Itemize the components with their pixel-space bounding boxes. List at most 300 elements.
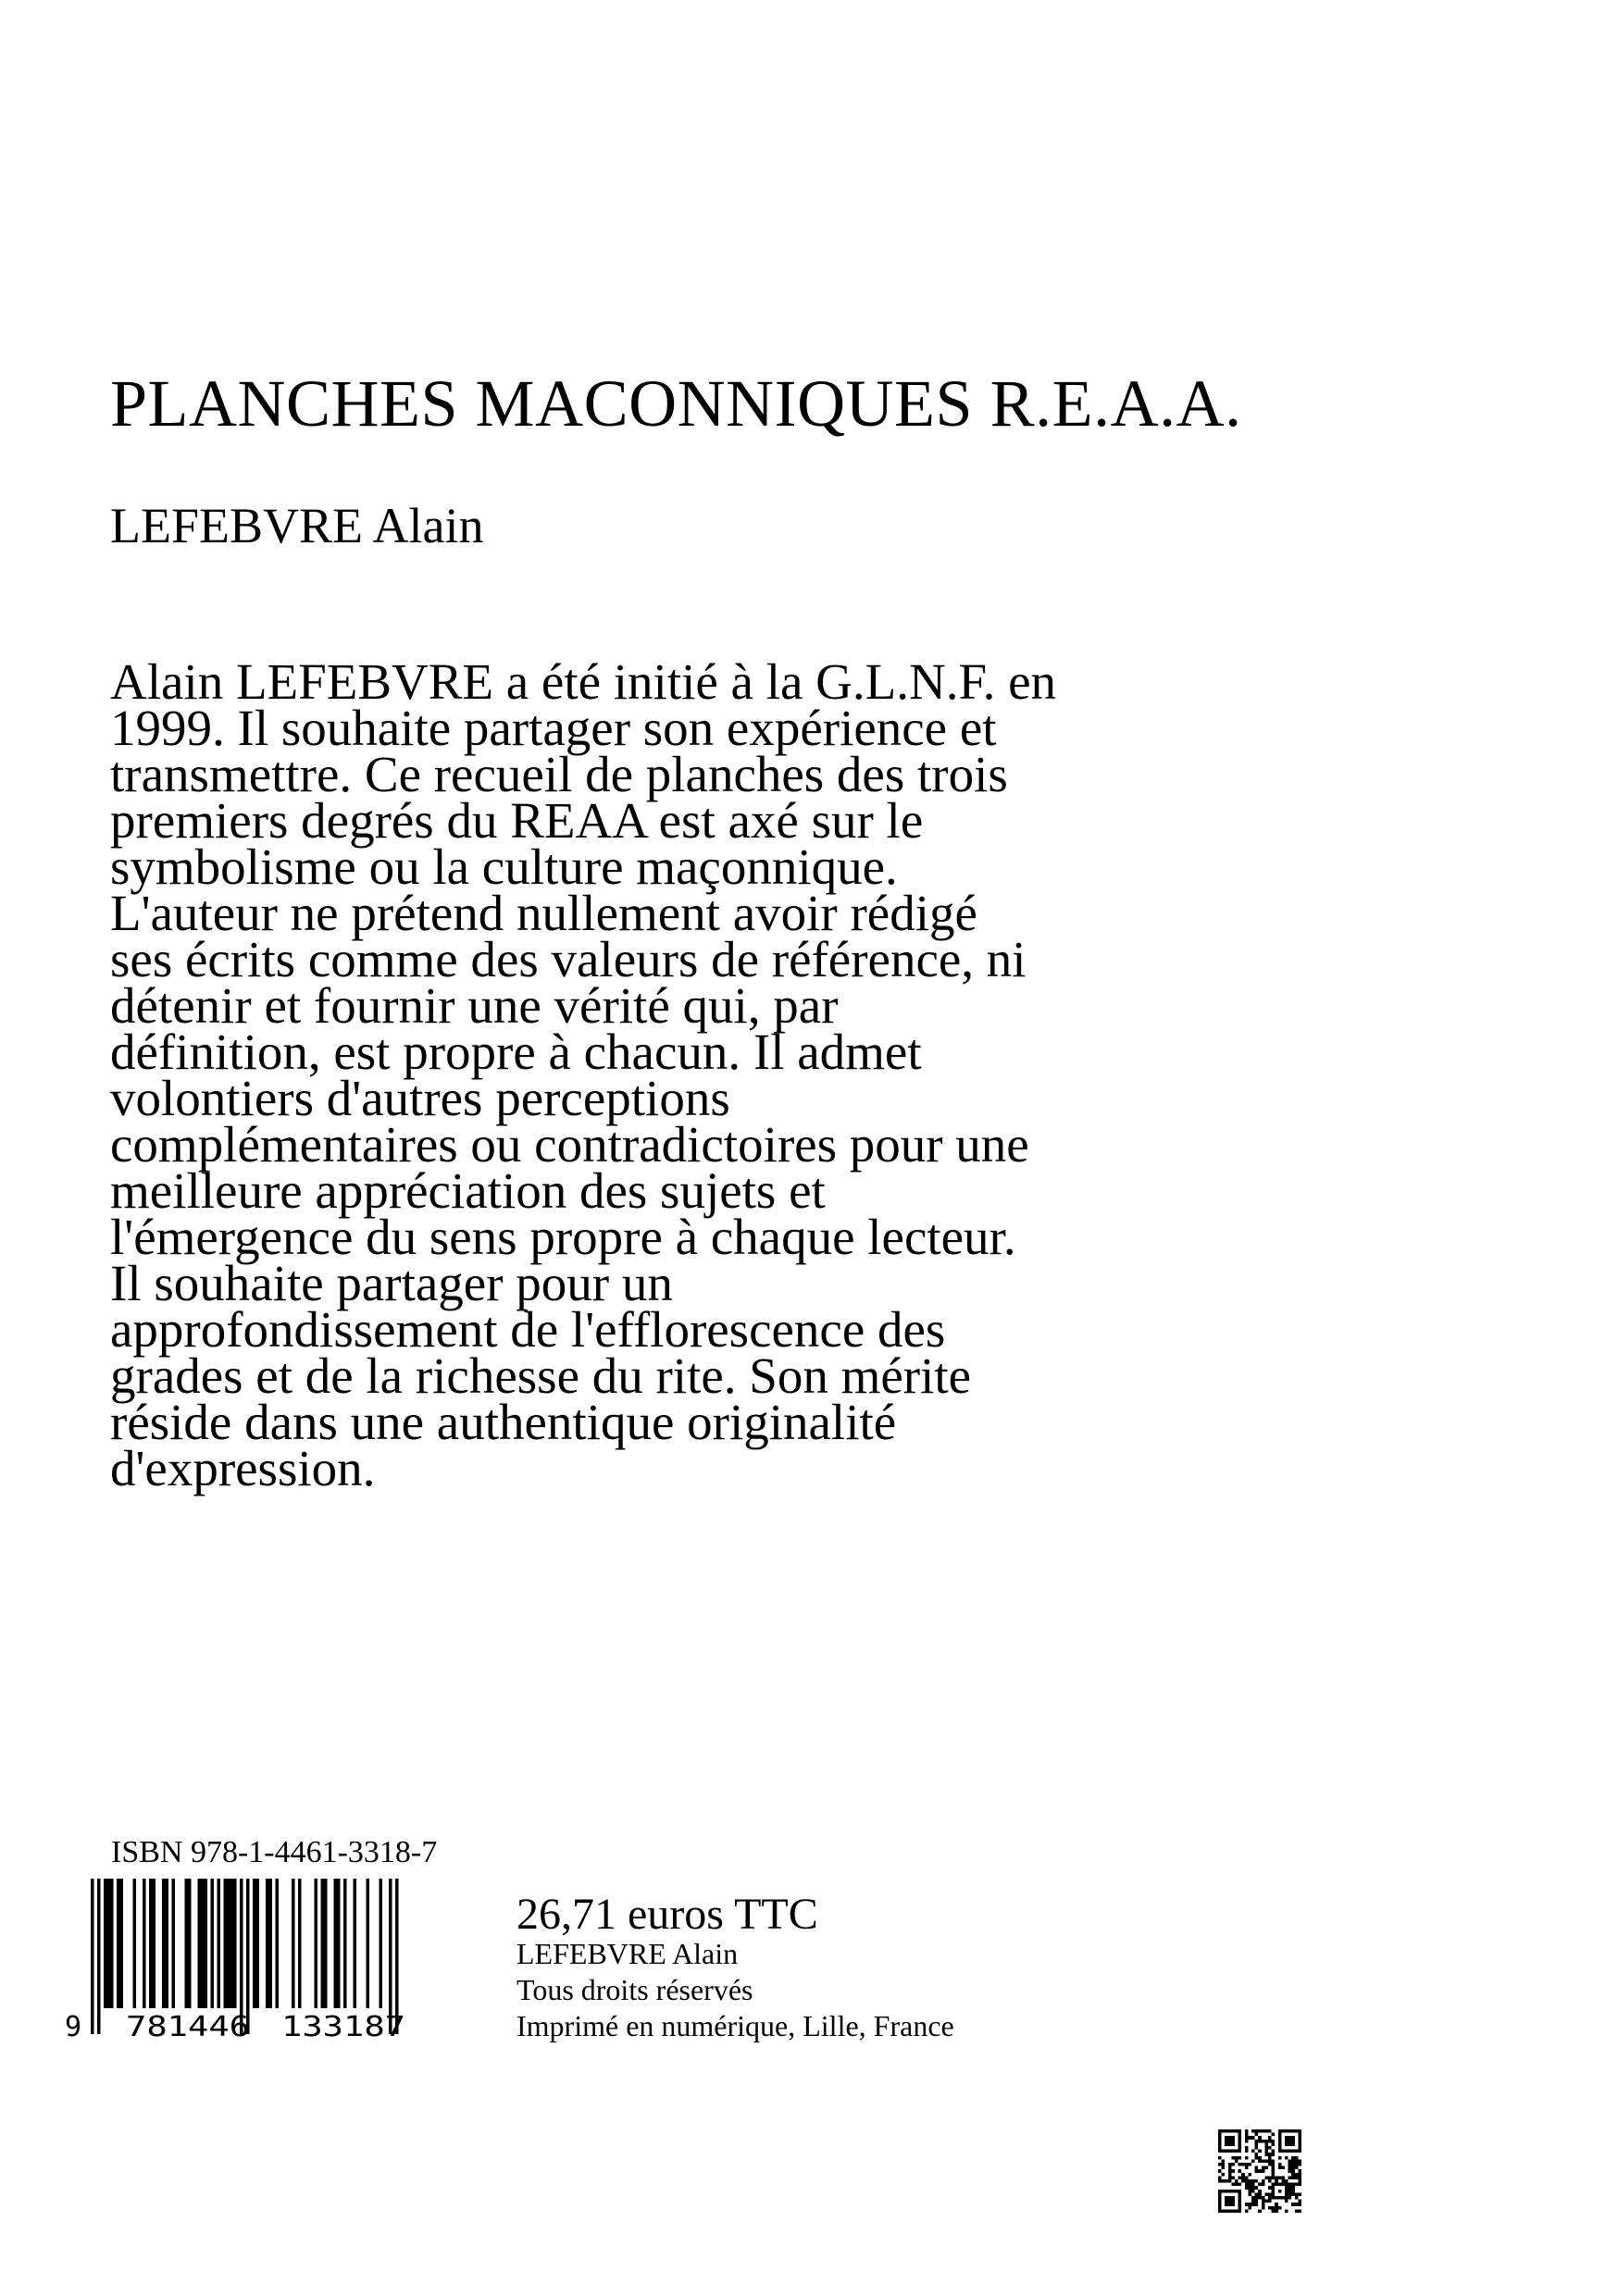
qr-module	[1218, 2156, 1222, 2160]
barcode-bar	[276, 1879, 280, 2008]
qr-module	[1228, 2129, 1232, 2133]
barcode-bar	[269, 1879, 273, 2008]
qr-module	[1258, 2190, 1262, 2193]
barcode-bar	[227, 1879, 230, 2008]
qr-module	[1228, 2196, 1232, 2200]
qr-module	[1231, 2196, 1235, 2200]
barcode-bar	[143, 1879, 146, 2008]
qr-module	[1238, 2206, 1242, 2210]
qr-module	[1298, 2173, 1301, 2177]
qr-module	[1231, 2203, 1235, 2206]
qr-module	[1275, 2203, 1278, 2206]
qr-module	[1262, 2159, 1265, 2163]
qr-module	[1228, 2140, 1232, 2143]
barcode-bar	[120, 1879, 124, 2008]
qr-module	[1245, 2133, 1249, 2137]
qr-module	[1235, 2156, 1238, 2160]
qr-module	[1245, 2176, 1249, 2179]
qr-module	[1298, 2146, 1301, 2150]
qr-module	[1238, 2203, 1242, 2206]
qr-module	[1262, 2183, 1265, 2187]
qr-module	[1295, 2176, 1299, 2179]
qr-module	[1291, 2176, 1295, 2179]
qr-module	[1298, 2136, 1301, 2140]
qr-module	[1268, 2186, 1272, 2190]
qr-module	[1218, 2142, 1222, 2146]
blurb-line: premiers degrés du REAA est axé sur le	[110, 792, 924, 849]
qr-module	[1272, 2169, 1276, 2173]
qr-module	[1255, 2196, 1259, 2200]
qr-module	[1291, 2186, 1295, 2190]
barcode-bar	[218, 1879, 221, 2008]
qr-module	[1272, 2142, 1276, 2146]
qr-module	[1262, 2206, 1265, 2210]
qr-module	[1285, 2179, 1288, 2183]
qr-module	[1218, 2146, 1222, 2150]
qr-module	[1275, 2209, 1278, 2213]
qr-module	[1278, 2133, 1282, 2137]
qr-module	[1258, 2192, 1262, 2196]
qr-module	[1248, 2206, 1251, 2210]
qr-module	[1228, 2163, 1232, 2166]
qr-module	[1268, 2159, 1272, 2163]
qr-module	[1238, 2156, 1242, 2160]
qr-module	[1291, 2166, 1295, 2170]
qr-module	[1222, 2173, 1226, 2177]
barcode-bar	[97, 1879, 101, 2034]
qr-module	[1248, 2163, 1251, 2166]
qr-module	[1258, 2150, 1262, 2153]
qr-module	[1255, 2140, 1259, 2143]
qr-module	[1231, 2209, 1235, 2213]
qr-module	[1218, 2150, 1222, 2153]
qr-module	[1225, 2179, 1228, 2183]
qr-module	[1278, 2150, 1282, 2153]
qr-module	[1288, 2183, 1292, 2187]
qr-module	[1275, 2176, 1278, 2179]
qr-module	[1285, 2200, 1288, 2203]
qr-module	[1272, 2150, 1276, 2153]
qr-module	[1225, 2209, 1228, 2213]
qr-module	[1291, 2156, 1295, 2160]
qr-module	[1278, 2156, 1282, 2160]
qr-module	[1245, 2179, 1249, 2183]
qr-module	[1298, 2200, 1301, 2203]
qr-module	[1285, 2156, 1288, 2160]
imprint-author: LEFEBVRE Alain	[517, 1937, 739, 1970]
qr-module	[1228, 2176, 1232, 2179]
barcode-bar	[343, 1879, 347, 2008]
blurb-line: symbolisme ou la culture maçonnique.	[110, 838, 898, 895]
blurb-line: transmettre. Ce recueil de planches des trois	[110, 746, 1008, 802]
qr-code	[1218, 2129, 1301, 2213]
qr-module	[1225, 2196, 1228, 2200]
barcode-bar	[117, 1879, 120, 2008]
qr-module	[1225, 2150, 1228, 2153]
qr-module	[1295, 2183, 1299, 2187]
qr-module	[1275, 2196, 1278, 2200]
qr-module	[1225, 2129, 1228, 2133]
qr-module	[1231, 2183, 1235, 2187]
qr-module	[1218, 2190, 1222, 2193]
barcode-bar	[166, 1879, 169, 2008]
qr-module	[1238, 2209, 1242, 2213]
qr-module	[1225, 2200, 1228, 2203]
barcode-bar	[91, 1879, 94, 2034]
qr-module	[1281, 2176, 1285, 2179]
qr-module	[1251, 2186, 1255, 2190]
qr-module	[1235, 2190, 1238, 2193]
barcode-bar	[104, 1879, 107, 2008]
qr-module	[1231, 2163, 1235, 2166]
qr-module	[1255, 2179, 1259, 2183]
book-title: PLANCHES MACONNIQUES R.E.A.A.	[110, 366, 1242, 441]
qr-module	[1255, 2200, 1259, 2203]
qr-module	[1288, 2136, 1292, 2140]
qr-module	[1258, 2129, 1262, 2133]
qr-module	[1264, 2146, 1268, 2150]
barcode-bar	[201, 1879, 205, 2008]
qr-module	[1262, 2129, 1265, 2133]
qr-module	[1262, 2169, 1265, 2173]
isbn-label: ISBN 978-1-4461-3318-7	[111, 1835, 438, 1869]
qr-module	[1238, 2190, 1242, 2193]
qr-module	[1255, 2129, 1259, 2133]
barcode-bar	[354, 1879, 357, 2008]
qr-module	[1288, 2190, 1292, 2193]
qr-module	[1268, 2129, 1272, 2133]
qr-module	[1291, 2183, 1295, 2187]
qr-module	[1281, 2196, 1285, 2200]
qr-module	[1228, 2179, 1232, 2183]
qr-module	[1298, 2183, 1301, 2187]
qr-module	[1245, 2146, 1249, 2150]
qr-module	[1268, 2179, 1272, 2183]
qr-module	[1285, 2129, 1288, 2133]
qr-module	[1251, 2196, 1255, 2200]
qr-module	[1264, 2140, 1268, 2143]
barcode-right-digits: 133187	[281, 2011, 405, 2042]
qr-module	[1241, 2163, 1245, 2166]
qr-module	[1225, 2142, 1228, 2146]
qr-module	[1264, 2166, 1268, 2170]
qr-module	[1225, 2136, 1228, 2140]
qr-module	[1238, 2169, 1242, 2173]
barcode-bar	[253, 1879, 256, 2008]
rights-notice: Tous droits réservés	[517, 1973, 753, 2006]
qr-module	[1288, 2163, 1292, 2166]
qr-module	[1251, 2129, 1255, 2133]
qr-module	[1251, 2136, 1255, 2140]
barcode-bar	[315, 1879, 318, 2008]
qr-module	[1228, 2136, 1232, 2140]
qr-module	[1235, 2179, 1238, 2183]
qr-module	[1285, 2190, 1288, 2193]
qr-module	[1228, 2142, 1232, 2146]
qr-module	[1218, 2196, 1222, 2200]
qr-module	[1228, 2190, 1232, 2193]
qr-module	[1298, 2163, 1301, 2166]
qr-module	[1278, 2196, 1282, 2200]
qr-module	[1231, 2150, 1235, 2153]
qr-module	[1285, 2142, 1288, 2146]
qr-module	[1295, 2129, 1299, 2133]
qr-module	[1238, 2129, 1242, 2133]
qr-module	[1268, 2136, 1272, 2140]
qr-module	[1231, 2176, 1235, 2179]
blurb-line: 1999. Il souhaite partager son expérience et	[110, 700, 997, 756]
qr-module	[1248, 2183, 1251, 2187]
qr-module	[1268, 2156, 1272, 2160]
qr-module	[1288, 2192, 1292, 2196]
qr-module	[1245, 2166, 1249, 2170]
qr-module	[1298, 2209, 1301, 2213]
qr-module	[1255, 2186, 1259, 2190]
qr-module	[1222, 2179, 1226, 2183]
qr-module	[1285, 2183, 1288, 2187]
qr-module	[1268, 2196, 1272, 2200]
qr-module	[1285, 2136, 1288, 2140]
qr-module	[1248, 2136, 1251, 2140]
barcode-bar	[188, 1879, 192, 2008]
qr-module	[1251, 2179, 1255, 2183]
qr-module	[1218, 2169, 1222, 2173]
qr-module	[1281, 2150, 1285, 2153]
qr-module	[1264, 2153, 1268, 2156]
qr-module	[1272, 2173, 1276, 2177]
barcode-bar	[185, 1879, 189, 2008]
barcode-bar	[380, 1879, 383, 2008]
qr-module	[1235, 2159, 1238, 2163]
barcode-bar	[337, 1879, 341, 2008]
qr-module	[1295, 2156, 1299, 2160]
qr-module	[1268, 2146, 1272, 2150]
qr-module	[1285, 2150, 1288, 2153]
qr-module	[1255, 2192, 1259, 2196]
barcode-bar	[334, 1879, 338, 2008]
qr-module	[1298, 2159, 1301, 2163]
qr-module	[1264, 2192, 1268, 2196]
qr-module	[1255, 2146, 1259, 2150]
qr-module	[1291, 2136, 1295, 2140]
qr-module	[1298, 2150, 1301, 2153]
qr-module	[1288, 2186, 1292, 2190]
qr-module	[1268, 2140, 1272, 2143]
qr-module	[1218, 2163, 1222, 2166]
qr-module	[1288, 2150, 1292, 2153]
barcode-bar	[211, 1879, 215, 2008]
blurb-line: d'expression.	[110, 1440, 376, 1496]
blurb-line: détenir et fournir une vérité qui, par	[110, 977, 839, 1034]
qr-module	[1272, 2183, 1276, 2187]
barcode-bar	[298, 1879, 302, 2008]
back-cover-blurb	[110, 653, 1313, 1496]
blurb-line: Il souhaite partager pour un	[110, 1255, 673, 1311]
qr-module	[1298, 2140, 1301, 2143]
qr-module	[1264, 2142, 1268, 2146]
qr-module	[1258, 2159, 1262, 2163]
printing-notice: Imprimé en numérique, Lille, France	[517, 2009, 954, 2042]
qr-module	[1262, 2200, 1265, 2203]
qr-module	[1235, 2183, 1238, 2187]
qr-module	[1288, 2169, 1292, 2173]
qr-module	[1258, 2183, 1262, 2187]
qr-module	[1251, 2190, 1255, 2193]
qr-module	[1225, 2140, 1228, 2143]
barcode-bar	[172, 1879, 176, 2008]
qr-module	[1238, 2146, 1242, 2150]
qr-module	[1272, 2140, 1276, 2143]
qr-module	[1245, 2183, 1249, 2187]
qr-module	[1268, 2206, 1272, 2210]
qr-module	[1278, 2183, 1282, 2187]
qr-module	[1231, 2140, 1235, 2143]
barcode-bar	[133, 1879, 137, 2008]
qr-module	[1285, 2140, 1288, 2143]
qr-module	[1245, 2203, 1249, 2206]
qr-module	[1291, 2163, 1295, 2166]
qr-module	[1281, 2183, 1285, 2187]
blurb-line: Alain LEFEBVRE a été initié à la G.L.N.F. en	[110, 653, 1057, 710]
qr-module	[1255, 2133, 1259, 2137]
qr-module	[1218, 2133, 1222, 2137]
qr-module	[1248, 2179, 1251, 2183]
qr-module	[1231, 2129, 1235, 2133]
qr-module	[1298, 2142, 1301, 2146]
qr-module	[1225, 2203, 1228, 2206]
qr-module	[1218, 2129, 1222, 2133]
qr-module	[1278, 2146, 1282, 2150]
qr-module	[1218, 2140, 1222, 2143]
qr-module	[1268, 2163, 1272, 2166]
qr-module	[1275, 2206, 1278, 2210]
qr-module	[1295, 2203, 1299, 2206]
qr-module	[1281, 2166, 1285, 2170]
qr-module	[1295, 2163, 1299, 2166]
qr-module	[1262, 2203, 1265, 2206]
blurb-line: grades et de la richesse du rite. Son mérite	[110, 1347, 972, 1404]
qr-module	[1291, 2169, 1295, 2173]
qr-module	[1245, 2136, 1249, 2140]
qr-module	[1268, 2176, 1272, 2179]
qr-module	[1295, 2159, 1299, 2163]
qr-module	[1298, 2169, 1301, 2173]
qr-module	[1228, 2150, 1232, 2153]
qr-module	[1218, 2200, 1222, 2203]
qr-module	[1285, 2196, 1288, 2200]
qr-module	[1298, 2192, 1301, 2196]
qr-module	[1245, 2209, 1249, 2213]
barcode-bar	[107, 1879, 111, 2008]
qr-module	[1251, 2150, 1255, 2153]
qr-module	[1291, 2203, 1295, 2206]
qr-module	[1238, 2136, 1242, 2140]
qr-module	[1262, 2140, 1265, 2143]
qr-module	[1264, 2176, 1268, 2179]
qr-module	[1218, 2192, 1222, 2196]
barcode-bar	[266, 1879, 269, 2008]
qr-module	[1238, 2200, 1242, 2203]
qr-module	[1285, 2192, 1288, 2196]
barcode-bar	[205, 1879, 208, 2008]
qr-module	[1241, 2179, 1245, 2183]
qr-module	[1255, 2169, 1259, 2173]
qr-module	[1248, 2173, 1251, 2177]
qr-module	[1298, 2176, 1301, 2179]
qr-module	[1275, 2179, 1278, 2183]
qr-module	[1295, 2209, 1299, 2213]
qr-module	[1222, 2129, 1226, 2133]
qr-module	[1295, 2166, 1299, 2170]
qr-module	[1238, 2150, 1242, 2153]
qr-module	[1272, 2176, 1276, 2179]
barcode-bar	[230, 1879, 234, 2008]
qr-module	[1238, 2183, 1242, 2187]
barcode-first-digit: 9	[65, 2011, 82, 2042]
qr-module	[1222, 2166, 1226, 2170]
qr-module	[1288, 2142, 1292, 2146]
barcode-bar	[198, 1879, 202, 2008]
barcode-bar	[256, 1879, 260, 2008]
qr-module	[1272, 2159, 1276, 2163]
barcode-left-digits: 781446	[126, 2011, 250, 2042]
qr-module	[1245, 2150, 1249, 2153]
qr-module	[1241, 2176, 1245, 2179]
barcode-bar	[162, 1879, 166, 2008]
qr-module	[1264, 2159, 1268, 2163]
qr-module	[1298, 2129, 1301, 2133]
qr-module	[1218, 2206, 1222, 2210]
isbn-barcode	[65, 1879, 463, 2042]
qr-module	[1231, 2190, 1235, 2193]
blurb-line: l'émergence du sens propre à chaque lecteur.	[110, 1209, 1016, 1265]
qr-module	[1268, 2153, 1272, 2156]
qr-module	[1238, 2133, 1242, 2137]
barcode-bar	[292, 1879, 295, 2008]
qr-module	[1272, 2163, 1276, 2166]
qr-module	[1295, 2150, 1299, 2153]
qr-module	[1245, 2163, 1249, 2166]
qr-module	[1228, 2209, 1232, 2213]
qr-module	[1272, 2192, 1276, 2196]
qr-module	[1288, 2140, 1292, 2143]
qr-module	[1262, 2166, 1265, 2170]
qr-module	[1255, 2203, 1259, 2206]
qr-module	[1281, 2129, 1285, 2133]
qr-module	[1291, 2190, 1295, 2193]
qr-module	[1218, 2179, 1222, 2183]
qr-module	[1248, 2192, 1251, 2196]
qr-module	[1218, 2176, 1222, 2179]
qr-module	[1291, 2140, 1295, 2143]
qr-module	[1228, 2166, 1232, 2170]
qr-module	[1245, 2140, 1249, 2143]
qr-module	[1275, 2183, 1278, 2187]
qr-module	[1272, 2209, 1276, 2213]
qr-module	[1278, 2140, 1282, 2143]
blurb-line: ses écrits comme des valeurs de référence, ni	[110, 931, 1027, 987]
qr-module	[1268, 2200, 1272, 2203]
qr-module	[1228, 2173, 1232, 2177]
qr-module	[1272, 2166, 1276, 2170]
qr-module	[1291, 2129, 1295, 2133]
qr-module	[1235, 2129, 1238, 2133]
qr-module	[1241, 2173, 1245, 2177]
qr-module	[1295, 2192, 1299, 2196]
qr-module	[1281, 2179, 1285, 2183]
blurb-line: complémentaires ou contradictoires pour une	[110, 1116, 1029, 1173]
book-author: LEFEBVRE Alain	[110, 498, 484, 553]
